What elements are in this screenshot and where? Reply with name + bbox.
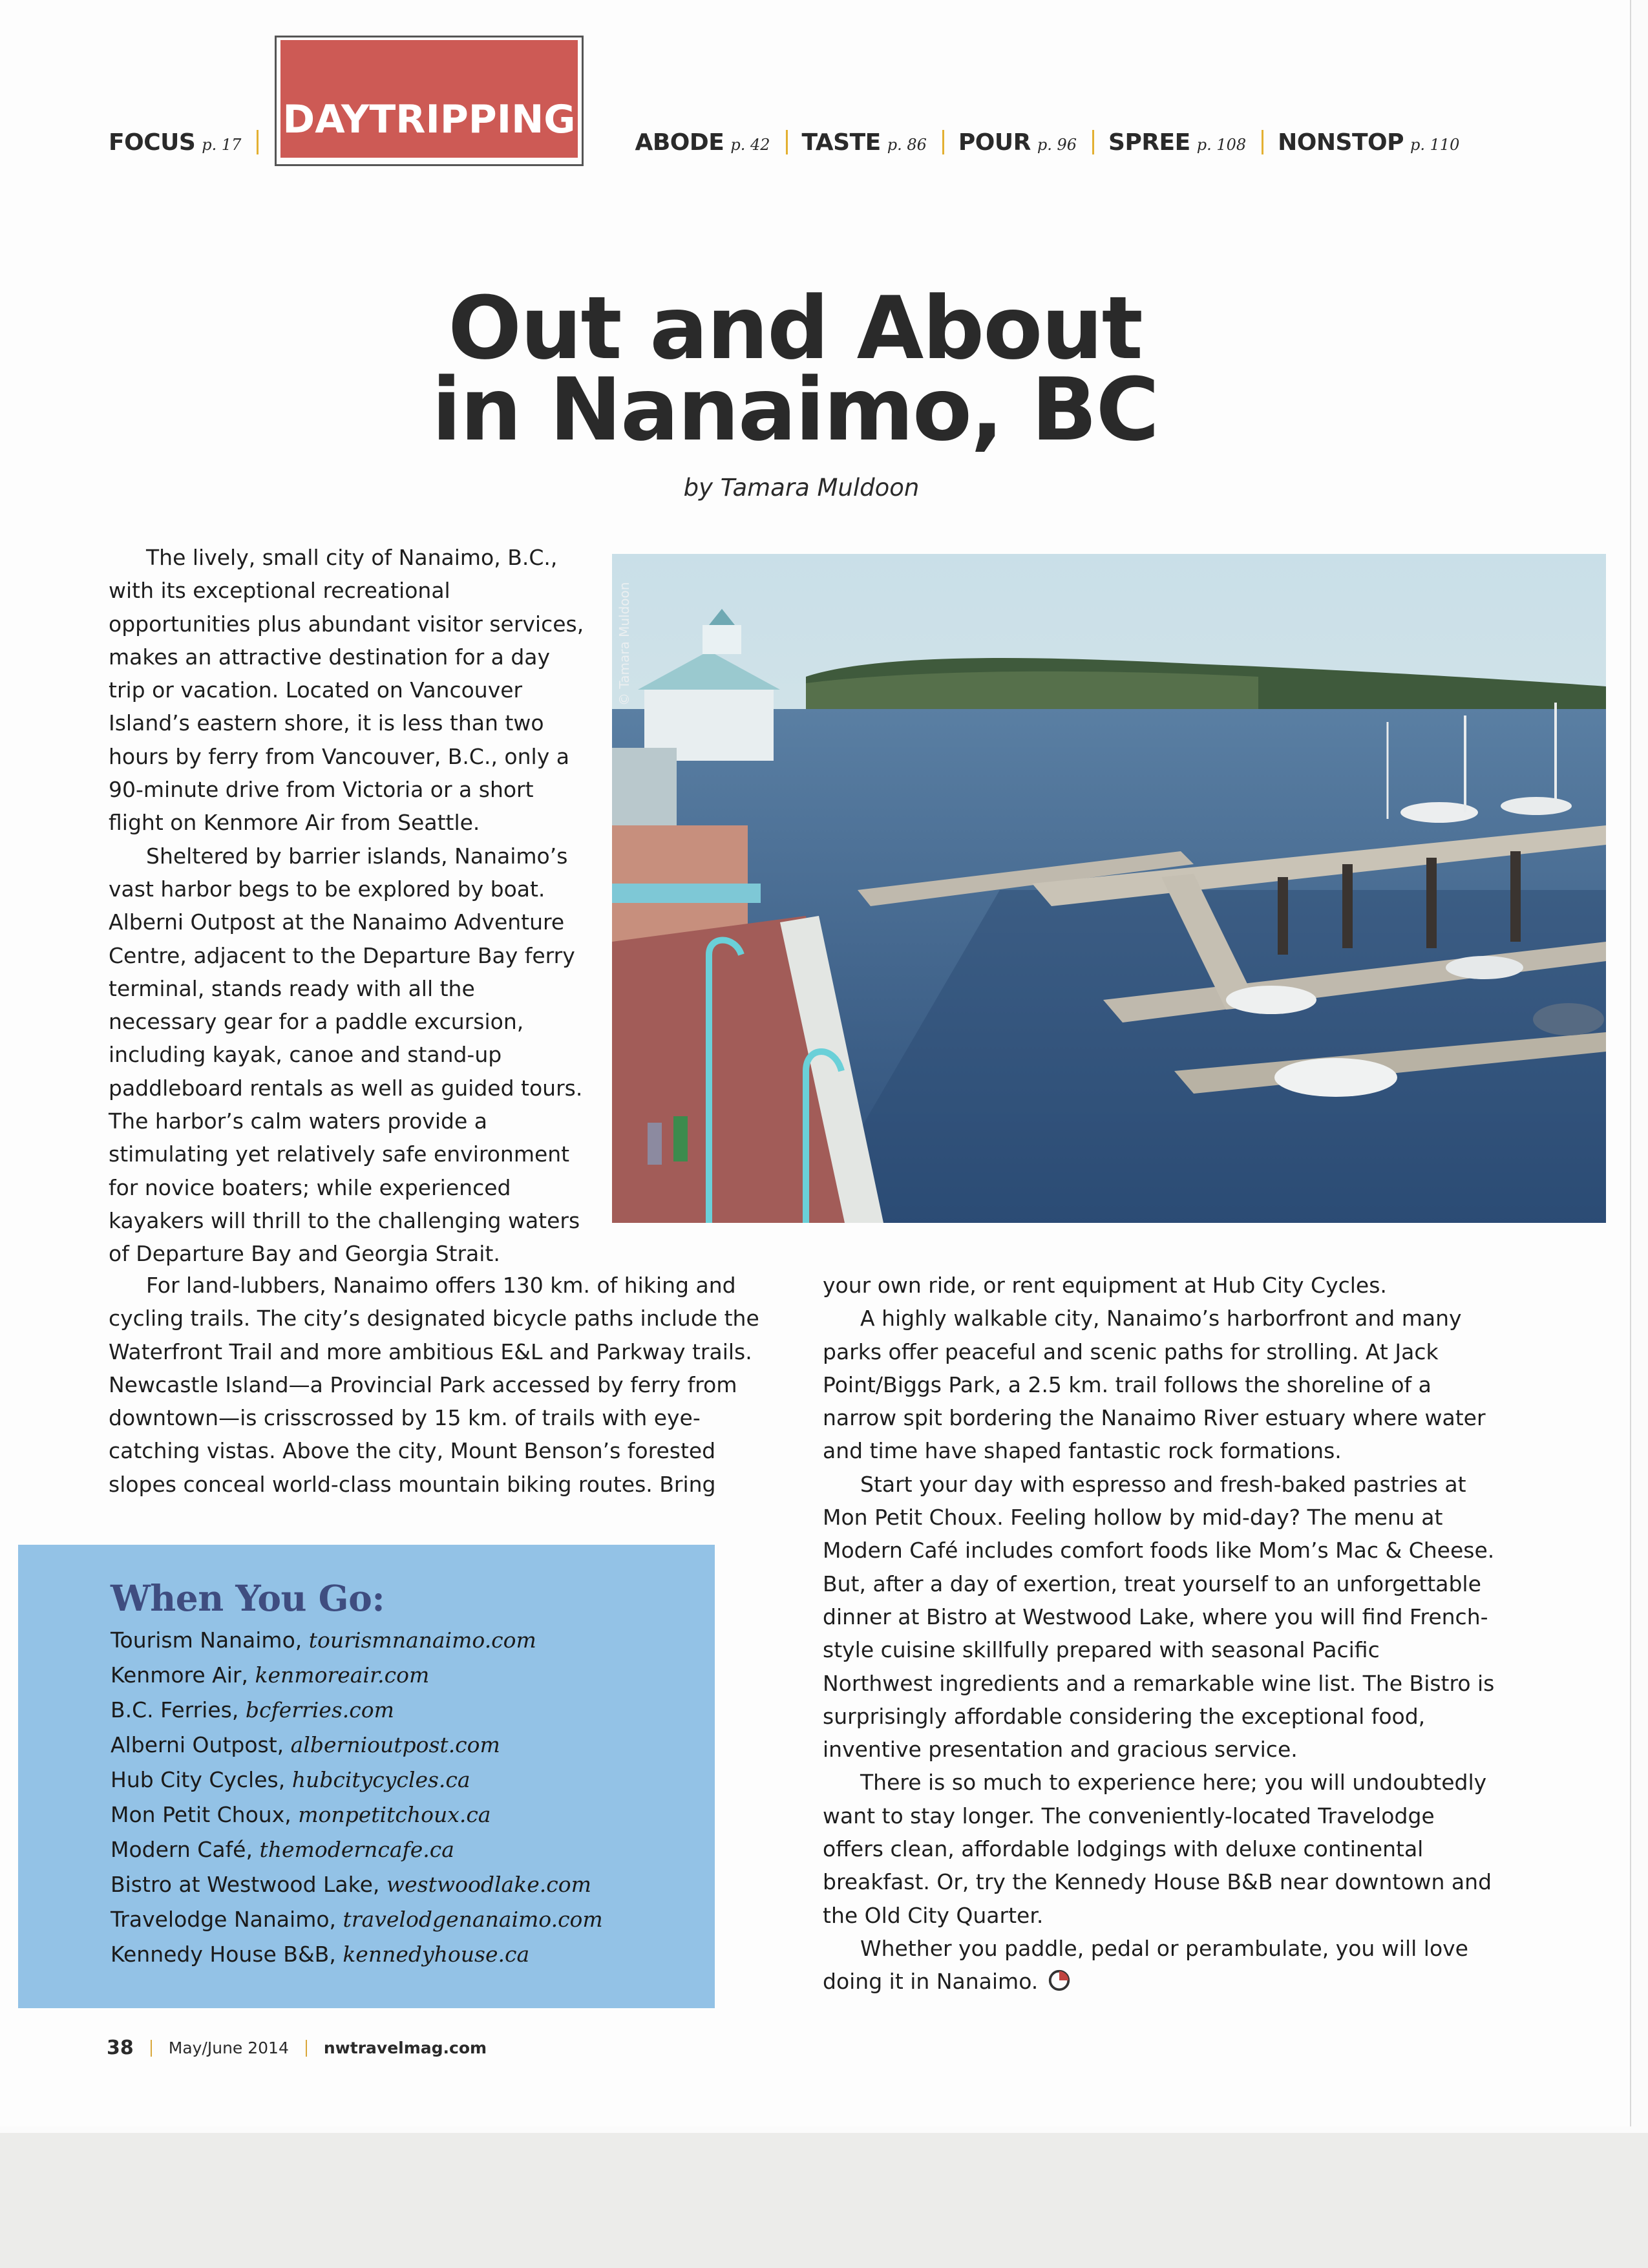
sidebar-title: When You Go: [111,1577,385,1619]
nav-item-name: POUR [958,129,1031,156]
resource-link[interactable]: tourismnanaimo.com [308,1627,536,1653]
resource-name: Kennedy House B&B, [111,1942,336,1967]
site-link[interactable]: nwtravelmag.com [323,2039,487,2057]
resource-link[interactable]: alberniоutpost.com [290,1732,500,1757]
page-footer [107,2037,487,2059]
active-section-label: DAYTRIPPING [282,97,576,142]
active-section-tab [280,40,578,158]
resource-link[interactable]: monpetitchoux.ca [298,1802,491,1827]
nav-item-name: NONSTOP [1278,129,1404,156]
resource-item [111,1693,715,1728]
issue-date: May/June 2014 [168,2039,289,2057]
resource-name: Hub City Cycles, [111,1767,286,1792]
photo-credit: © Tamara Muldoon [617,582,632,706]
nav-item-nonstop[interactable] [1278,129,1459,156]
nav-separator [257,130,259,154]
article-paragraph: There is so much to experience here; you will undoubtedly want to stay longer. The conveniently-located Travelodge offers clean, affordable lodgings with deluxe continental breakfast. Or, try the Kennedy House B&B near downtown and the Old City Quarter. [823,1770,1492,1928]
nav-item-name: SPREE [1108,129,1190,156]
article-title-line: in Nanaimo, BC [431,359,1159,460]
resource-link[interactable]: kenmoreair.com [255,1662,430,1688]
article-column-left-bottom [109,1269,777,1501]
nav-item-name: FOCUS [109,129,196,156]
nav-item-name: TASTE [801,129,881,156]
article-closing-text: Whether you paddle, pedal or perambulate, you will love doing it in Nanaimo. [823,1935,1468,1995]
resource-item [111,1658,715,1693]
article-paragraph: Start your day with espresso and fresh-baked pastries at Mon Petit Choux. Feeling hollow by mid-day? The menu at Modern Café includes comfort foods like Mom’s Mac & Cheese. But, after a day of exertion, treat yourself to an unforgettable dinner at Bistro at Westwood Lake, where you will find French-style cuisine skillfully prepared with seasonal Pacific Northwest ingredients and a remarkable wine list. The Bistro is surprisingly affordable considering the exceptional food, inventive presentation and gracious service. [823,1471,1495,1763]
resource-item [111,1797,715,1832]
resource-list [111,1623,715,1972]
resource-name: Modern Café, [111,1837,253,1862]
end-of-article-icon [1047,1968,1072,1993]
resource-link[interactable]: hubcitycycles.ca [291,1767,470,1792]
scan-margin [0,2133,1648,2268]
resource-name: Mon Petit Choux, [111,1802,291,1827]
article-paragraph: The lively, small city of Nanaimo, B.C., with its exceptional recreational opportunities plus abundant visitor services, makes an attractive destination for a day trip or vacation. Located on Vancouver Island’s eastern shore, it is less than two hours by ferry from Vancouver, B.C., only a 90-minute drive from Victoria or a short flight on Kenmore Air from Seattle. [109,545,584,836]
resource-name: B.C. Ferries, [111,1697,239,1722]
footer-separator [306,2040,307,2057]
nav-item-daytripping-active[interactable] [275,36,584,166]
resource-item [111,1937,715,1972]
article-paragraph [823,1932,1495,1998]
nav-item-focus[interactable] [109,129,241,156]
nav-item-spree[interactable] [1108,129,1246,156]
nav-separator [1092,130,1094,154]
nav-separator [942,130,944,154]
resource-name: Travelodge Nanaimo, [111,1907,337,1932]
nav-separator [1262,130,1263,154]
article-paragraph: Sheltered by barrier islands, Nanaimo’s vast harbor begs to be explored by boat. Alberni Outpost at the Nanaimo Adventure Centre, adjacent to the Departure Bay ferry terminal, stands ready with all the necessary gear for a paddle excursion, including kayak, canoe and stand-up paddleboard rentals as well as guided tours. The harbor’s calm waters provide a stimulating yet relatively safe environment for novice boaters; while experienced kayakers will thrill to the challenging waters of Departure Bay and Georgia Strait. [109,843,583,1267]
article-title [362,278,1228,460]
resource-item [111,1902,715,1937]
article-column-left-top [109,541,587,1271]
resource-name: Kenmore Air, [111,1662,248,1688]
article-column-right [823,1269,1495,1998]
nav-item-name: ABODE [635,129,724,156]
nav-item-taste[interactable] [802,129,927,156]
resource-item [111,1832,715,1867]
resource-link[interactable]: westwoodlake.com [386,1872,591,1897]
resource-link[interactable]: bcferries.com [245,1697,394,1722]
nav-item-page: p. 42 [730,135,770,154]
when-you-go-sidebar [18,1545,715,2008]
nav-item-page: p. 96 [1037,135,1077,154]
resource-item [111,1763,715,1797]
nav-item-page: p. 17 [202,135,242,154]
harbor-photo [612,554,1606,1223]
resource-name: Tourism Nanaimo, [111,1627,302,1653]
resource-link[interactable]: travelodgenanaimo.com [343,1907,603,1932]
page-number: 38 [107,2037,134,2059]
article-paragraph: A highly walkable city, Nanaimo’s harborfront and many parks offer peaceful and scenic paths for strolling. At Jack Point/Biggs Park, a 2.5 km. trail follows the shoreline of a narrow spit bordering the Nanaimo River estuary where water and time have shaped fantastic rock formations. [823,1306,1486,1464]
nav-item-page: p. 86 [887,135,927,154]
nav-item-page: p. 108 [1196,135,1247,154]
resource-name: Alberni Outpost, [111,1732,284,1757]
resource-item [111,1623,715,1658]
article-paragraph: For land-lubbers, Nanaimo offers 130 km. of hiking and cycling trails. The city’s designated bicycle paths include the Waterfront Trail and more ambitious E&L and Parkway trails. Newcastle Island—a Provincial Park accessed by ferry from downtown—is crisscrossed by 15 km. of trails with eye-catching vistas. Above the city, Mount Benson’s forested slopes conceal world-class mountain biking routes. Bring [109,1273,759,1497]
nav-item-page: p. 110 [1410,135,1460,154]
harbor-photo-illustration [612,554,1606,1223]
resource-link[interactable]: themoderncafe.ca [259,1837,454,1862]
nav-item-abode[interactable] [635,129,770,156]
resource-name: Bistro at Westwood Lake, [111,1872,380,1897]
nav-item-pour[interactable] [958,129,1077,156]
article-title-line: Out and About [448,278,1142,379]
resource-item [111,1728,715,1763]
footer-separator [151,2040,152,2057]
article-paragraph: your own ride, or rent equipment at Hub City Cycles. [823,1273,1387,1298]
nav-separator [786,130,788,154]
resource-item [111,1867,715,1902]
article-byline: by Tamara Muldoon [683,474,920,502]
resource-link[interactable]: kennedyhouse.ca [343,1942,530,1967]
